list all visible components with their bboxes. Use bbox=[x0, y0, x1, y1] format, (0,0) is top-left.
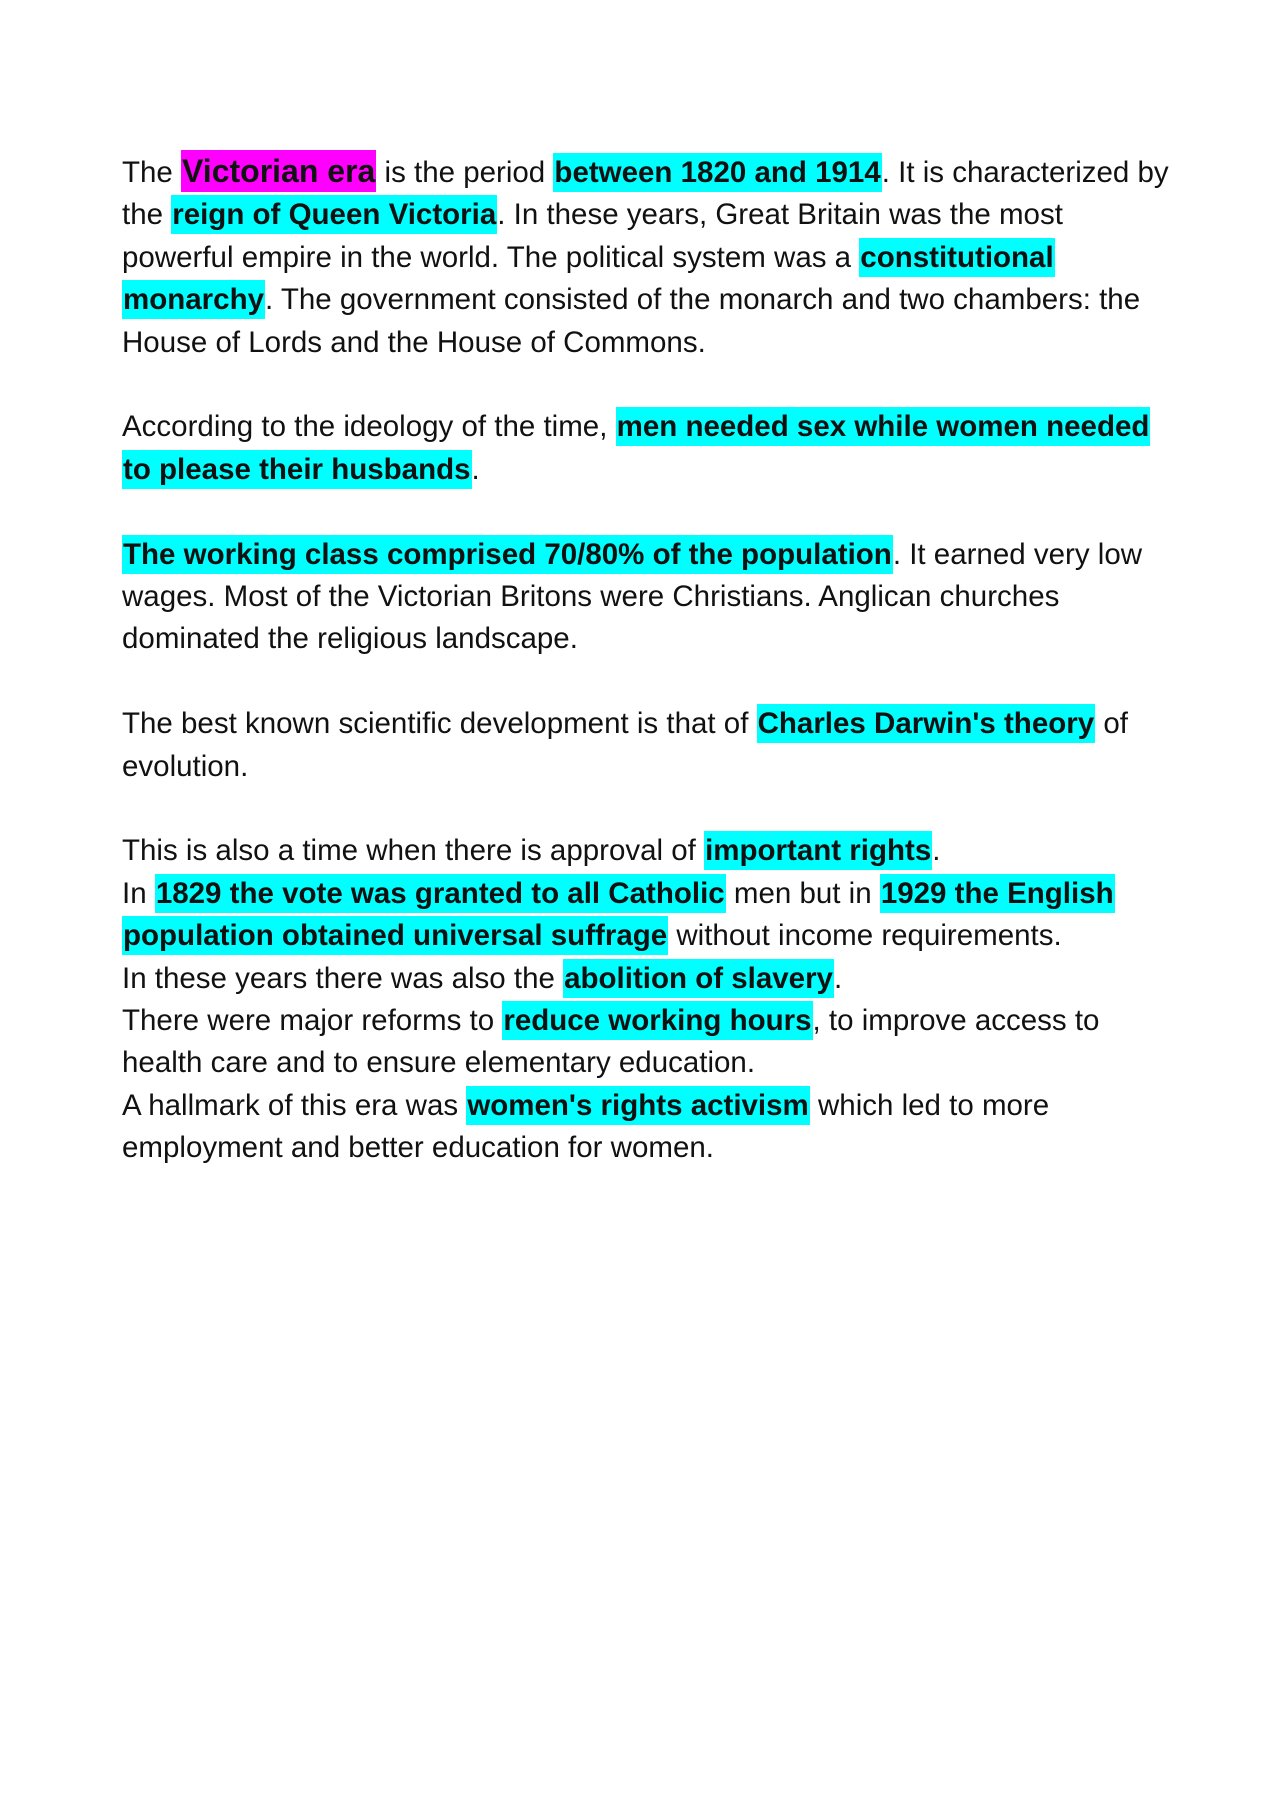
paragraph-womens-rights bbox=[122, 1085, 1182, 1170]
paragraph-slavery bbox=[122, 958, 1182, 1000]
text-segment: , to improve access to health care and to ensure elementary education. bbox=[122, 1004, 1100, 1080]
text-segment: A hallmark of this era was bbox=[122, 1088, 467, 1122]
text-segment: . It earned very low wages. Most of the Victorian Britons were Christians. Anglican churches dominated the religious landscape. bbox=[122, 537, 1143, 656]
text-segment: The bbox=[122, 156, 182, 189]
paragraph-vote bbox=[122, 873, 1182, 958]
text-segment: This is also a time when there is approval of bbox=[122, 834, 705, 868]
paragraph-rights-intro bbox=[122, 830, 1182, 872]
highlight-working-hours: reduce working hours bbox=[502, 1001, 812, 1040]
paragraph-intro bbox=[122, 150, 1182, 364]
highlight-important-rights: important rights bbox=[704, 831, 932, 870]
highlight-womens-activism: women's rights activism bbox=[466, 1086, 809, 1125]
paragraph-ideology bbox=[122, 406, 1182, 491]
text-segment: According to the ideology of the time, bbox=[122, 410, 616, 444]
document-page bbox=[122, 150, 1182, 1170]
text-segment: . bbox=[833, 961, 843, 995]
highlight-catholic-vote: 1829 the vote was granted to all Catholic bbox=[155, 874, 726, 913]
highlight-victorian-era: Victorian era bbox=[181, 150, 376, 192]
text-segment: In bbox=[122, 876, 155, 910]
text-segment: . In these years, Great Britain was the most powerful empire in the world. The political system was a bbox=[122, 198, 1063, 274]
text-segment: men but in bbox=[725, 876, 880, 910]
text-segment: . bbox=[471, 452, 480, 486]
highlight-darwin: Charles Darwin's theory bbox=[757, 704, 1096, 743]
text-segment: . The government consisted of the monarch and two chambers: the House of Lords and the House of Commons. bbox=[122, 283, 1141, 359]
text-segment: . It is characterized by the bbox=[122, 156, 1169, 232]
highlight-abolition: abolition of slavery bbox=[563, 959, 834, 998]
text-segment: is the period bbox=[376, 156, 554, 189]
paragraph-reforms bbox=[122, 1000, 1182, 1085]
highlight-monarchy: constitutional monarchy bbox=[122, 238, 1055, 319]
highlight-ideology: men needed sex while women needed to please their husbands bbox=[122, 407, 1150, 488]
highlight-working-class: The working class comprised 70/80% of the population bbox=[122, 535, 893, 574]
text-segment: without income requirements. bbox=[668, 919, 1062, 953]
text-segment: In these years there was also the bbox=[122, 961, 564, 995]
text-segment: of evolution. bbox=[122, 707, 1128, 783]
text-segment: The best known scientific development is that of bbox=[122, 707, 757, 741]
highlight-reign: reign of Queen Victoria bbox=[171, 195, 497, 234]
highlight-universal-suffrage: 1929 the English population obtained universal suffrage bbox=[122, 874, 1115, 955]
text-segment: . bbox=[932, 834, 941, 868]
paragraph-science bbox=[122, 703, 1182, 788]
highlight-dates: between 1820 and 1914 bbox=[553, 153, 881, 192]
text-segment: which led to more employment and better education for women. bbox=[122, 1088, 1050, 1165]
text-segment: There were major reforms to bbox=[122, 1004, 503, 1038]
paragraph-working-class bbox=[122, 534, 1182, 661]
